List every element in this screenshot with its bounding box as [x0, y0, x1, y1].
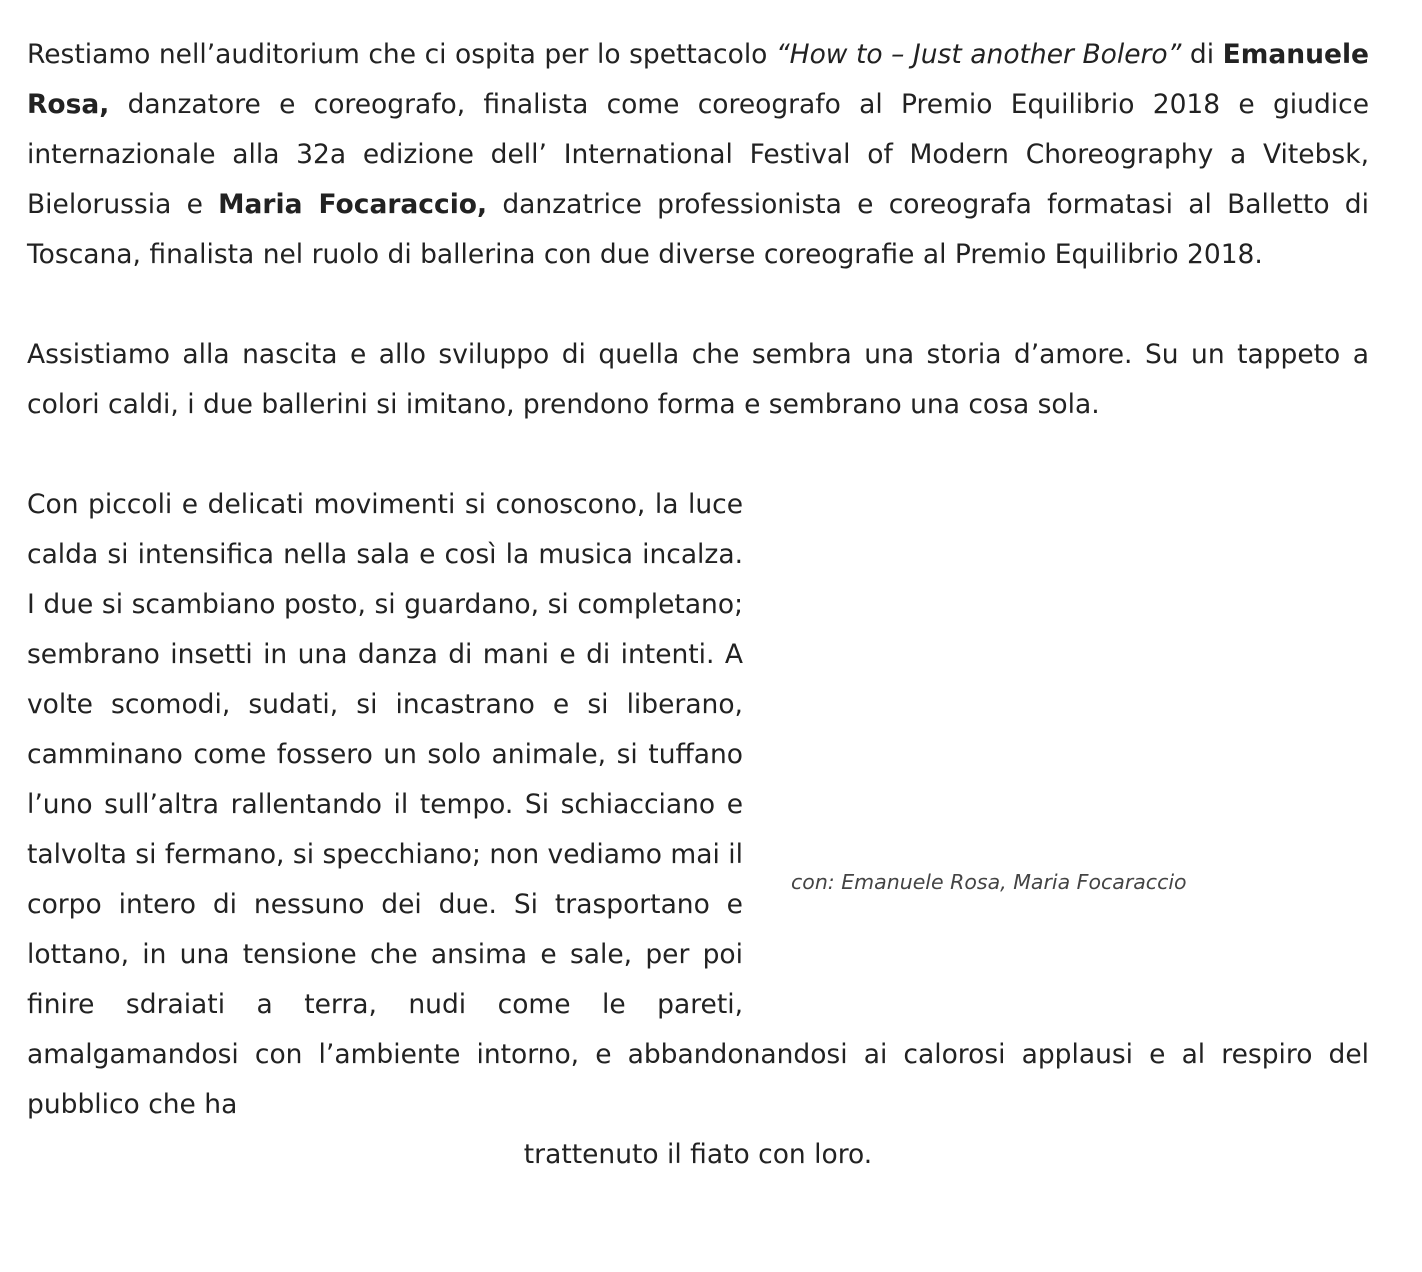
performance-photo: [771, 480, 1369, 860]
paragraph-dance-ending: trattenuto il fiato con loro.: [523, 1139, 873, 1170]
dancer-name-emanuele: Emanuele Rosa,: [27, 39, 1369, 120]
paragraph-dance: Con piccoli e delicati movimenti si conoscono, la luce calda si intensifica nella sala e così la musica incalza. I due si scambiano posto, si guardano, si completano; sembrano insetti in una danza di mani e di intenti. A volte scomodi, sudati, si incastrano e si liberano, camminano come fossero un solo animale, si tuffano l’uno sull’altra rallentando il tempo. Si schiacciano e talvolta si fermano, si specchiano; non vediamo mai il corpo intero di nessuno dei due. Si trasportano e lottano, in una tensione che ansima e sale, per poi finire sdraiati a terra, nudi come le pareti, amalgamandosi con l’ambiente intorno, e abbandonandosi ai calorosi applausi e al respiro del pubblico che ha: [27, 489, 1369, 1120]
photo-caption: con: Emanuele Rosa, Maria Focaraccio: [791, 870, 1187, 894]
paragraph-birth: Assistiamo alla nascita e allo sviluppo di quella che sembra una storia d’amore. Su un tappeto a colori caldi, i due ballerini si imitano, prendono forma e sembrano una cosa sola.: [27, 339, 1369, 420]
paragraph-intro: [27, 30, 1369, 280]
intro-text-3: danzatore e coreografo, finalista come coreografo al Premio Equilibrio 2018 e giudice internazionale alla 32a edizione dell’ International Festival of Modern Choreography a Vitebsk, Bielorussia e: [27, 89, 1369, 220]
intro-text-1: Restiamo nell’auditorium che ci ospita per lo spettacolo: [27, 39, 776, 70]
photo-figure: [771, 480, 1369, 1030]
dancer-name-maria: Maria Focaraccio,: [218, 189, 488, 220]
intro-text-4: danzatrice professionista e coreografa formatasi al Balletto di Toscana, finalista nel ruolo di ballerina con due diverse coreografie al Premio Equilibrio 2018.: [27, 189, 1369, 270]
intro-text-2: di: [1181, 39, 1223, 70]
article-body: [27, 0, 1369, 1180]
show-title: “How to – Just another Bolero”: [775, 39, 1182, 70]
